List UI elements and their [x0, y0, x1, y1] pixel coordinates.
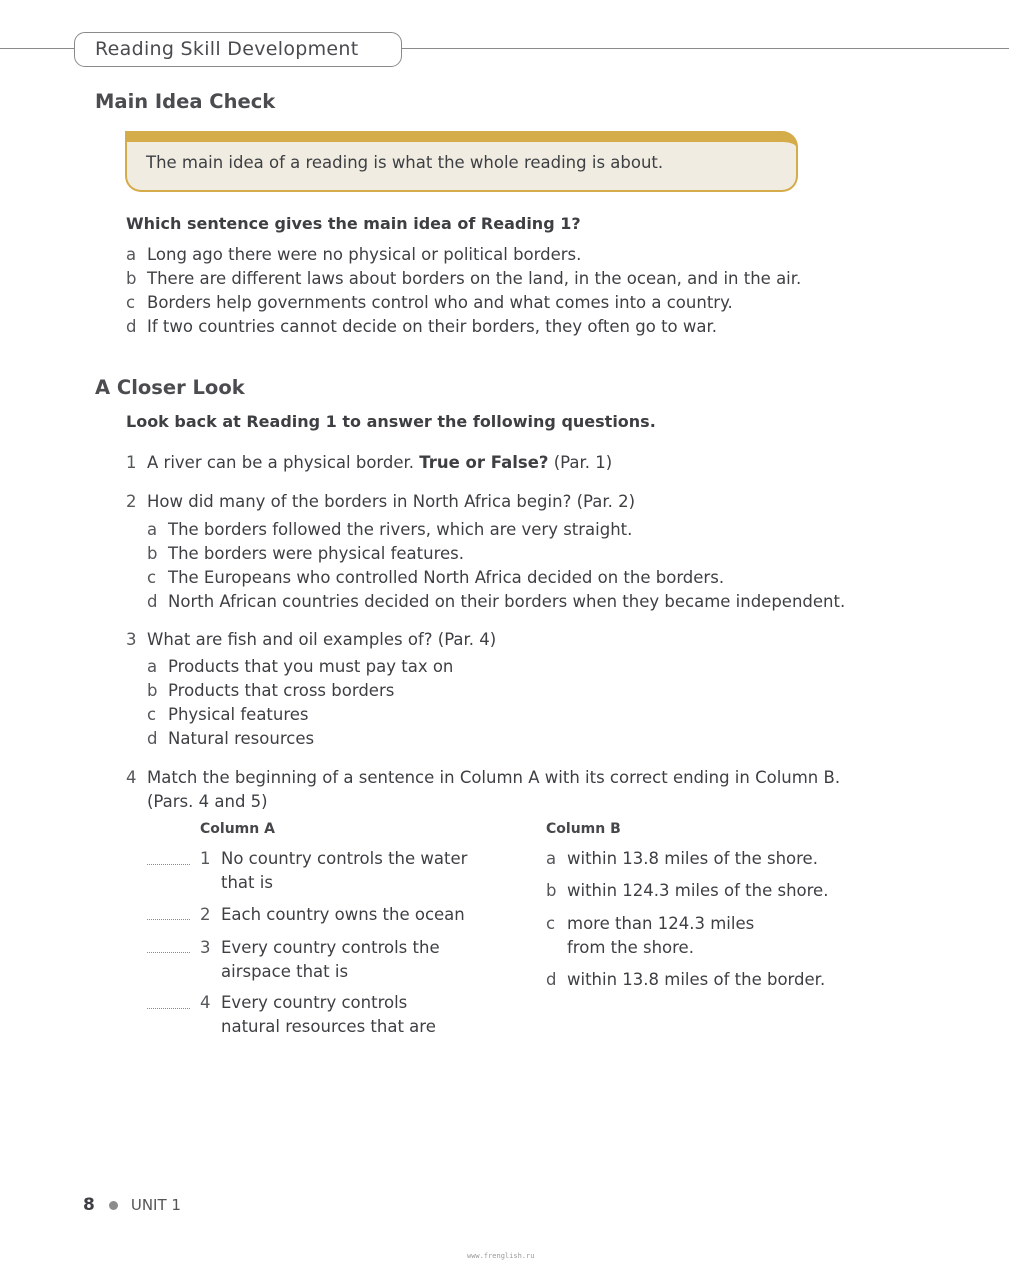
page-number: 8	[83, 1195, 95, 1215]
question-2	[126, 490, 635, 514]
true-false-label: True or False?	[419, 453, 549, 472]
question-number: 2	[126, 492, 137, 511]
q3-option-b[interactable]	[147, 679, 394, 703]
column-b-item-b	[546, 879, 836, 903]
item-label: c	[546, 914, 556, 933]
q2-option-d[interactable]	[147, 590, 845, 614]
item-number: 3	[200, 938, 211, 957]
q2-option-c[interactable]	[147, 566, 724, 590]
question-1	[126, 451, 612, 475]
option-text: If two countries cannot decide on their borders, they often go to war.	[147, 317, 718, 336]
q2-option-a[interactable]	[147, 518, 632, 542]
column-a-item-3	[200, 936, 510, 984]
main-idea-option-d[interactable]	[126, 315, 717, 339]
answer-blank-1[interactable]	[147, 864, 190, 865]
bullet-dot-icon	[109, 1201, 118, 1210]
main-idea-title: Main Idea Check	[95, 90, 276, 113]
question-number: 3	[126, 630, 137, 649]
option-text: There are different laws about borders on the land, in the ocean, and in the air.	[147, 269, 802, 288]
option-label: a	[147, 657, 158, 676]
item-number: 2	[200, 905, 211, 924]
column-a-item-4	[200, 991, 490, 1039]
question-number: 1	[126, 453, 137, 472]
q2-option-b[interactable]	[147, 542, 464, 566]
option-text: Products that cross borders	[168, 681, 395, 700]
item-number: 1	[200, 849, 211, 868]
column-b-item-d	[546, 968, 846, 992]
main-idea-option-a[interactable]	[126, 243, 581, 267]
option-text: North African countries decided on their borders when they became independent.	[168, 592, 846, 611]
watermark: www.frenglish.ru	[467, 1252, 535, 1260]
question-text: What are fish and oil examples of? (Par. 4)	[147, 630, 497, 649]
option-label: c	[126, 293, 136, 312]
main-idea-tip-text: The main idea of a reading is what the whole reading is about.	[146, 153, 664, 172]
section-header-tab	[74, 32, 402, 67]
section-header-label: Reading Skill Development	[95, 38, 359, 60]
item-label: a	[546, 849, 557, 868]
q3-option-a[interactable]	[147, 655, 453, 679]
question-3	[126, 628, 496, 652]
option-text: Long ago there were no physical or political borders.	[147, 245, 582, 264]
q3-option-d[interactable]	[147, 727, 314, 751]
question-text: A river can be a physical border.	[147, 453, 420, 472]
question-4	[126, 766, 840, 790]
column-b-item-a	[546, 847, 836, 871]
item-text: within 13.8 miles of the shore.	[567, 849, 818, 868]
column-a-item-2	[200, 903, 510, 927]
option-label: d	[147, 592, 158, 611]
question-4-reference: (Pars. 4 and 5)	[147, 792, 268, 811]
option-label: b	[147, 544, 158, 563]
item-text: Every country controls the airspace that is	[221, 938, 440, 981]
option-label: a	[126, 245, 137, 264]
column-a-item-1	[200, 847, 510, 895]
main-idea-question: Which sentence gives the main idea of Reading 1?	[126, 214, 581, 233]
item-text: within 124.3 miles of the shore.	[567, 881, 829, 900]
option-text: Natural resources	[168, 729, 315, 748]
question-number: 4	[126, 768, 137, 787]
item-label: d	[546, 970, 557, 989]
option-text: Physical features	[168, 705, 309, 724]
option-text: The Europeans who controlled North Africa decided on the borders.	[168, 568, 725, 587]
item-text: Every country controls natural resources that are	[221, 993, 436, 1036]
option-text: Borders help governments control who and what comes into a country.	[147, 293, 733, 312]
main-idea-option-c[interactable]	[126, 291, 733, 315]
option-label: d	[126, 317, 137, 336]
answer-blank-4[interactable]	[147, 1008, 190, 1009]
option-text: The borders were physical features.	[168, 544, 465, 563]
column-a-header: Column A	[200, 821, 275, 837]
closer-look-instruction: Look back at Reading 1 to answer the following questions.	[126, 412, 656, 431]
option-text: The borders followed the rivers, which are very straight.	[168, 520, 633, 539]
option-label: c	[147, 568, 157, 587]
option-label: c	[147, 705, 157, 724]
item-label: b	[546, 881, 557, 900]
main-idea-option-b[interactable]	[126, 267, 801, 291]
item-text: within 13.8 miles of the border.	[567, 970, 826, 989]
item-number: 4	[200, 993, 211, 1012]
answer-blank-3[interactable]	[147, 952, 190, 953]
unit-label: UNIT 1	[130, 1196, 181, 1214]
question-text: Match the beginning of a sentence in Column A with its correct ending in Column B.	[147, 768, 841, 787]
option-label: a	[147, 520, 158, 539]
main-idea-tip-box	[125, 131, 798, 192]
item-text: Each country owns the ocean	[221, 905, 465, 924]
q3-option-c[interactable]	[147, 703, 309, 727]
closer-look-title: A Closer Look	[95, 376, 245, 399]
item-text: more than 124.3 miles from the shore.	[567, 914, 755, 957]
column-b-item-c	[546, 912, 836, 960]
option-text: Products that you must pay tax on	[168, 657, 454, 676]
column-b-header: Column B	[546, 821, 621, 837]
item-text: No country controls the water that is	[221, 849, 468, 892]
option-label: d	[147, 729, 158, 748]
question-text: How did many of the borders in North Africa begin? (Par. 2)	[147, 492, 636, 511]
question-reference: (Par. 1)	[548, 453, 613, 472]
page-footer	[83, 1195, 181, 1215]
option-label: b	[147, 681, 158, 700]
answer-blank-2[interactable]	[147, 919, 190, 920]
option-label: b	[126, 269, 137, 288]
